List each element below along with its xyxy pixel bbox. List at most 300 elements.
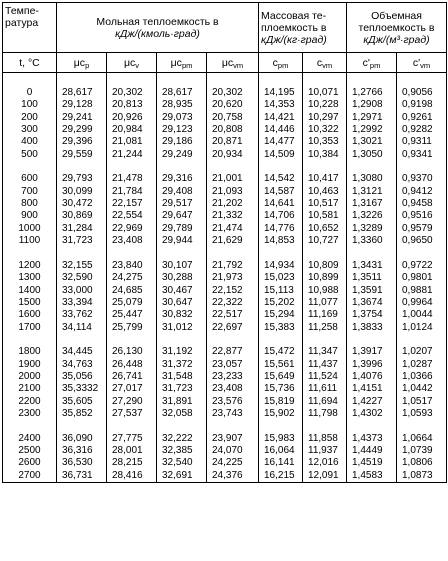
table-cell: 14,776 [264,222,295,234]
table-cell: 500 [21,148,38,160]
table-cell: 900 [21,210,38,222]
group-gap [62,247,106,259]
table-cell: 14,542 [264,173,295,185]
table-cell: 20,984 [112,124,143,136]
table-cell: 1,3021 [352,136,383,148]
table-cell: 33,394 [62,296,93,308]
table-cell: 11,937 [308,444,338,456]
table-cell: 1,4227 [352,395,383,407]
table-cell: 10,581 [308,210,339,222]
table-cell: 21,244 [112,148,143,160]
table-cell: 21,629 [212,235,243,247]
group-gap [62,334,106,346]
table-cell: 1,4519 [352,457,383,469]
table-cell: 32,058 [162,407,193,419]
table-cell: 22,969 [112,222,143,234]
table-cell: 35,605 [62,395,93,407]
table-cell: 29,408 [162,185,193,197]
table-cell: 27,290 [112,395,143,407]
table-cell: 12,091 [308,469,339,481]
column-mu-cpm [157,73,207,483]
table-cell: 15,472 [264,346,295,358]
table-cell: 20,871 [212,136,243,148]
table-cell: 1,4583 [352,469,383,481]
table-cell: 15,902 [264,407,295,419]
table-cell: 21,792 [212,259,243,271]
table-cell: 21,332 [212,210,243,222]
group-gap [62,420,106,432]
table-cell: 24,275 [112,272,143,284]
table-cell: 21,478 [112,173,143,185]
table-cell: 15,561 [264,358,295,370]
table-cell: 26,130 [112,346,143,358]
table-cell: 14,706 [264,210,295,222]
table-cell: 16,215 [264,469,295,481]
table-cell: 31,284 [62,222,93,234]
table-cell: 1,4449 [352,444,383,456]
table-cell: 21,093 [212,185,243,197]
table-cell: 11,524 [308,370,338,382]
table-cell: 0,9056 [402,87,433,98]
table-cell: 30,107 [162,259,193,271]
table-cell: 11,798 [308,407,338,419]
group-gap [402,161,446,173]
table-cell: 0,9370 [402,173,433,185]
table-cell: 1600 [18,309,41,321]
molar-header-unit: кДж/(кмоль·град) [115,27,200,40]
table-cell: 1400 [18,284,41,296]
table-cell: 1700 [18,321,41,333]
table-cell: 29,559 [62,148,93,160]
temperature-header-label: Темпе- ратура [5,5,39,29]
col-vpm: $c'_{pm}$ [347,53,397,73]
table-cell: 2600 [18,457,41,469]
group-gap [402,420,446,432]
group-gap [308,420,346,432]
table-cell: 10,353 [308,136,339,148]
table-cell: 0,9311 [402,136,432,148]
group-gap [212,161,258,173]
table-cell: 0,9650 [402,235,433,247]
table-cell: 29,647 [162,210,193,222]
table-cell: 34,763 [62,358,93,370]
column-vvm [397,73,447,483]
table-cell: 32,540 [162,457,193,469]
col-t: t, °C [3,53,57,73]
heat-capacity-table [2,2,447,483]
group-gap [62,161,106,173]
table-cell: 32,155 [62,259,93,271]
table-cell: 32,222 [162,432,193,444]
table-cell: 1,3167 [352,198,383,210]
table-cell: 20,620 [212,99,243,111]
table-cell: 1,3674 [352,296,383,308]
table-cell: 14,641 [264,198,295,210]
group-gap [3,334,56,346]
col-vvm: $c'_{vm}$ [397,53,447,73]
table-cell: 23,840 [112,259,143,271]
table-cell: 1,4076 [352,370,383,382]
table-cell: 11,611 [308,383,338,395]
volumetric-header-unit: кДж/(м³·град) [363,33,430,46]
col-cvm: $c_{vm}$ [303,53,347,73]
table-cell: 1,3360 [352,235,383,247]
table-cell: 22,554 [112,210,143,222]
table-cell: 35,852 [62,407,93,419]
group-gap [264,247,302,259]
table-cell: 14,421 [264,111,295,123]
table-cell: 1,3289 [352,222,383,234]
column-cpm [259,73,303,483]
table-cell: 30,647 [162,296,193,308]
table-cell: 1,0044 [402,309,433,321]
table-cell: 1,0664 [402,432,433,444]
table-cell: 24,070 [212,444,243,456]
table-cell: 10,417 [308,173,339,185]
volumetric-header-title: Объемная теплоемкость в [358,9,435,34]
table-cell: 30,832 [162,309,193,321]
table-cell: 0,9261 [402,111,433,123]
table-cell: 0,9341 [402,148,433,160]
table-cell: 1,3996 [352,358,383,370]
table-cell: 15,113 [264,284,294,296]
group-gap [162,247,206,259]
table-cell: 1,3050 [352,148,383,160]
table-cell: 22,517 [212,309,243,321]
table-cell: 1000 [18,222,41,234]
table-cell: 22,322 [212,296,243,308]
table-cell: 20,813 [112,99,143,111]
table-cell: 1,3080 [352,173,383,185]
group-gap [212,420,258,432]
table-cell: 14,477 [264,136,295,148]
group-gap [264,420,302,432]
table-cell: 1,4373 [352,432,383,444]
table-cell: 26,448 [112,358,143,370]
table-cell: 2300 [18,407,41,419]
table-cell: 0 [26,87,33,98]
table-cell: 28,617 [62,87,93,98]
table-cell: 14,509 [264,148,295,160]
table-cell: 1,4151 [352,383,383,395]
table-cell: 33,762 [62,309,93,321]
group-gap [112,161,156,173]
table-cell: 0,9458 [402,198,433,210]
table-cell: 1,2766 [352,87,383,98]
table-cell: 36,530 [62,457,93,469]
table-cell: 10,899 [308,272,339,284]
table-cell: 33,000 [62,284,93,296]
table-cell: 35,3332 [62,383,99,395]
table-cell: 30,099 [62,185,93,197]
table-cell: 23,576 [212,395,243,407]
table-cell: 30,472 [62,198,93,210]
table-cell: 1,2992 [352,124,383,136]
column-cvm [303,73,347,483]
group-gap [308,334,346,346]
table-cell: 31,548 [162,370,193,382]
table-cell: 14,587 [264,185,295,197]
group-gap [308,247,346,259]
column-mu-cv [107,73,157,483]
table-cell: 1,2971 [352,111,383,123]
table-cell: 1,0806 [402,457,433,469]
table-cell: 30,288 [162,272,193,284]
group-gap [308,161,346,173]
table-cell: 2700 [18,469,41,481]
table-cell: 11,169 [308,309,338,321]
table-cell: 15,202 [264,296,295,308]
table-cell: 20,758 [212,111,243,123]
table-cell: 10,322 [308,124,339,136]
table-cell: 25,447 [112,309,143,321]
table-cell: 1300 [18,272,41,284]
table-cell: 2200 [18,395,41,407]
group-gap [162,420,206,432]
table-cell: 11,077 [308,296,338,308]
group-gap [352,420,396,432]
col-mu-cvm: $\mu c_{vm}$ [207,53,259,73]
table-cell: 24,225 [212,457,243,469]
group-gap [162,161,206,173]
mass-header-unit: кДж/(кг·град) [261,33,327,46]
table-cell: 36,731 [62,469,93,481]
table-cell: 16,064 [264,444,295,456]
group-gap [212,334,258,346]
table-cell: 0,9516 [402,210,433,222]
table-cell: 0,9722 [402,259,433,271]
table-cell: 1500 [18,296,41,308]
table-cell: 15,023 [264,272,295,284]
group-gap [162,334,206,346]
table-cell: 22,157 [112,198,143,210]
table-cell: 36,316 [62,444,93,456]
volumetric-header [347,3,447,53]
table-cell: 22,697 [212,321,243,333]
table-cell: 0,9964 [402,296,433,308]
table-cell: 0,9801 [402,272,433,284]
table-cell: 20,926 [112,111,143,123]
table-cell: 10,727 [308,235,339,247]
table-cell: 1,3226 [352,210,383,222]
table-cell: 28,001 [112,444,143,456]
group-gap [3,247,56,259]
table-cell: 15,983 [264,432,295,444]
table-cell: 11,858 [308,432,338,444]
col-cpm: $c_{pm}$ [259,53,303,73]
table-cell: 11,347 [308,346,338,358]
table-cell: 27,775 [112,432,143,444]
table-cell: 10,809 [308,259,339,271]
table-cell: 29,944 [162,235,193,247]
group-gap [402,334,446,346]
table-cell: 20,808 [212,124,243,136]
table-cell: 15,383 [264,321,295,333]
table-cell: 29,299 [62,124,93,136]
table-cell: 15,819 [264,395,295,407]
table-cell: 23,907 [212,432,243,444]
table-cell: 1,0593 [402,407,433,419]
table-cell: 29,073 [162,111,193,123]
table-cell: 15,294 [264,309,295,321]
table-body [3,73,447,483]
table-cell: 14,934 [264,259,295,271]
col-mu-cp: $\mu c_p$ [57,53,107,73]
table-cell: 32,385 [162,444,193,456]
table-cell: 31,891 [162,395,193,407]
table-cell: 23,408 [112,235,143,247]
table-cell: 29,186 [162,136,193,148]
table-cell: 1,0124 [402,321,433,333]
table-cell: 1,2908 [352,99,383,111]
table-cell: 1,3431 [352,259,383,271]
table-cell: 34,114 [62,321,92,333]
table-cell: 29,396 [62,136,93,148]
table-cell: 1,3511 [352,272,382,284]
table-cell: 25,079 [112,296,143,308]
table-cell: 20,934 [212,148,243,160]
table-cell: 26,741 [112,370,143,382]
table-cell: 1,3917 [352,346,383,358]
table-cell: 700 [21,185,38,197]
table-cell: 0,9412 [402,185,433,197]
table-cell: 20,302 [212,87,243,98]
table-cell: 30,467 [162,284,193,296]
column-mu-cvm [207,73,259,483]
table-cell: 25,799 [112,321,143,333]
table-cell: 22,877 [212,346,243,358]
table-cell: 14,446 [264,124,295,136]
table-cell: 28,215 [112,457,143,469]
table-cell: 22,152 [212,284,243,296]
table-cell: 2400 [18,432,41,444]
molar-header [57,3,259,53]
temperature-header [3,3,57,53]
table-cell: 32,590 [62,272,93,284]
table-cell: 28,935 [162,99,193,111]
table-cell: 23,057 [212,358,243,370]
table-cell: 10,988 [308,284,339,296]
table-cell: 20,302 [112,87,143,98]
table-cell: 14,195 [264,87,295,98]
table-cell: 21,001 [212,173,243,185]
table-cell: 31,192 [162,346,193,358]
group-gap [264,161,302,173]
table-cell: 800 [21,198,38,210]
table-cell: 1,3591 [352,284,383,296]
table-cell: 36,090 [62,432,93,444]
table-cell: 1,3754 [352,309,383,321]
table-cell: 29,789 [162,222,193,234]
table-cell: 31,012 [162,321,193,333]
table-cell: 21,202 [212,198,243,210]
table-cell: 1,3121 [352,185,383,197]
table-cell: 15,649 [264,370,295,382]
table-cell: 11,694 [308,395,338,407]
group-gap [352,247,396,259]
table-cell: 27,537 [112,407,143,419]
table-cell: 1,0287 [402,358,433,370]
table-cell: 0,9881 [402,284,433,296]
table-cell: 31,723 [62,235,93,247]
group-gap [352,334,396,346]
column-vpm [347,73,397,483]
col-mu-cv: $\mu c_v$ [107,53,157,73]
table-cell: 10,384 [308,148,339,160]
table-cell: 21,081 [112,136,143,148]
table-cell: 29,316 [162,173,193,185]
table-cell: 1100 [18,235,41,247]
table-cell: 29,241 [62,111,93,123]
group-gap [212,247,258,259]
table-cell: 400 [21,136,38,148]
table-cell: 21,474 [212,222,243,234]
table-cell: 29,517 [162,198,193,210]
table-cell: 29,128 [62,99,93,111]
table-cell: 14,353 [264,99,295,111]
table-cell: 21,973 [212,272,243,284]
group-gap [3,420,56,432]
column-mu-cp [57,73,107,483]
table-cell: 200 [21,111,38,123]
table-cell: 32,691 [162,469,193,481]
molar-header-title: Мольная теплоемкость в [96,15,219,28]
table-cell: 23,408 [212,383,243,395]
group-gap [112,334,156,346]
mass-header-title: Массовая те- плоемкость в [261,9,327,34]
table-cell: 10,228 [308,99,339,111]
table-cell: 29,249 [162,148,193,160]
table-cell: 27,017 [112,383,143,395]
table-cell: 1,0366 [402,370,433,382]
group-gap [3,161,56,173]
table-cell: 10,071 [308,87,339,98]
table-cell: 31,723 [162,383,193,395]
mass-header [259,3,347,53]
table-cell: 16,141 [264,457,295,469]
table-cell: 1,0442 [402,383,433,395]
table-cell: 100 [21,99,38,111]
table-cell: 300 [21,124,38,136]
table-cell: 1,4302 [352,407,383,419]
group-gap [112,420,156,432]
table-cell: 0,9282 [402,124,433,136]
table-cell: 11,437 [308,358,338,370]
table-cell: 2500 [18,444,41,456]
table-cell: 11,258 [308,321,338,333]
table-cell: 30,869 [62,210,93,222]
table-cell: 10,652 [308,222,339,234]
table-cell: 15,736 [264,383,295,395]
table-cell: 23,233 [212,370,243,382]
table-cell: 1200 [18,259,41,271]
table-cell: 24,376 [212,469,243,481]
table-cell: 31,372 [162,358,193,370]
table-cell: 1900 [18,358,41,370]
table-cell: 29,123 [162,124,193,136]
table-cell: 35,056 [62,370,93,382]
table-cell: 0,9579 [402,222,433,234]
table-cell: 2000 [18,370,41,382]
group-gap [264,334,302,346]
group-gap [402,247,446,259]
table-cell: 12,016 [308,457,339,469]
table-cell: 34,445 [62,346,93,358]
table-cell: 1,3833 [352,321,383,333]
group-gap [352,161,396,173]
table-cell: 1,0873 [402,469,433,481]
table-cell: 10,463 [308,185,339,197]
